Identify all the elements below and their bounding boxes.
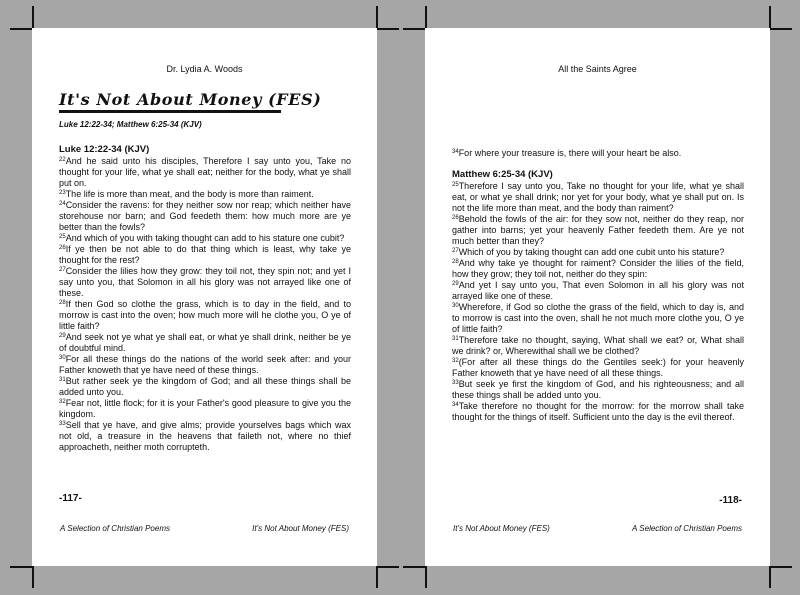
page-number: -118- [719,495,742,506]
verse [452,401,744,423]
crop-mark [425,566,427,588]
verse [452,247,744,258]
verse [59,189,351,200]
verse [452,379,744,401]
verse-number: 29 [59,333,66,339]
verse-text: Sell that ye have, and give alms; provide yourselves bags which wax not old, a treasure in the heavens that faileth not, where no thief approacheth, neither moth corrupteth. [59,420,351,452]
verse [452,214,744,247]
crop-mark [770,28,792,30]
verse-number: 27 [452,248,459,254]
crop-mark [376,566,378,588]
verse-number: 22 [59,157,66,163]
right-page [425,28,770,566]
verse [59,200,351,233]
verse-text: Wherefore, if God so clothe the grass of the field, which to day is, and to morrow is cast into the oven, shall he not much more clothe you, O ye of little faith? [452,302,744,334]
verse [59,354,351,376]
crop-mark [32,6,34,28]
verse-number: 26 [59,245,66,251]
crop-mark [376,6,378,28]
verse-number: 31 [59,377,66,383]
verse-number: 27 [59,267,66,273]
verse [452,357,744,379]
verse-number: 34 [452,149,459,155]
verse-number: 29 [452,281,459,287]
verse [452,181,744,214]
crop-mark [403,566,425,568]
verse-number: 25 [59,234,66,240]
verse [59,233,351,244]
verse-number: 26 [452,215,459,221]
crop-mark [10,566,32,568]
verse [59,299,351,332]
title-underline [59,110,281,113]
verse-number: 33 [452,380,459,386]
right-body-text [452,148,744,423]
verse-number: 25 [452,182,459,188]
verse [59,398,351,420]
crop-mark [770,566,792,568]
verse-number: 28 [59,300,66,306]
verse-number: 31 [452,336,459,342]
verse-text: The life is more than meat, and the body is more than raiment. [65,189,314,199]
verse-text: If ye then be not able to do that thing which is least, why take ye thought for the rest? [59,244,351,265]
footer-book-title: A Selection of Christian Poems [632,524,742,533]
verse [59,332,351,354]
verse [452,302,744,335]
verse-text: For where your treasure is, there will your heart be also. [458,148,682,158]
verse-text: And which of you with taking thought can add to his stature one cubit? [65,233,345,243]
verse-text: For all these things do the nations of the world seek after: and your Father knoweth that ye have need of these things. [59,354,351,375]
verse-text: Which of you by taking thought can add one cubit unto his stature? [458,247,725,257]
section-heading: Luke 12:22-34 (KJV) [59,144,150,155]
crop-mark [769,566,771,588]
verse [452,148,744,159]
verse-text: (For after all these things do the Gentiles seek:) for your heavenly Father knoweth that ye have need of all these things. [452,357,744,378]
verse-text: And seek not ye what ye shall eat, or what ye shall drink, neither be ye of doubtful mind. [59,332,351,353]
verse-number: 23 [59,190,66,196]
left-page [32,28,377,566]
scripture-references: Luke 12:22-34; Matthew 6:25-34 (KJV) [59,120,202,129]
verse [452,280,744,302]
section-heading: Matthew 6:25-34 (KJV) [452,169,553,180]
left-body-text [59,144,351,453]
page-number: -117- [59,493,82,504]
verse-text: But seek ye first the kingdom of God, and his righteousness; and all these things shall be added unto you. [452,379,744,400]
page-title: It's Not About Money (FES) [59,90,322,109]
verse-number: 28 [452,259,459,265]
verse-number: 32 [59,399,66,405]
footer-chapter-title: It's Not About Money (FES) [453,524,550,533]
footer-chapter-title: It's Not About Money (FES) [252,524,349,533]
verse [59,376,351,398]
running-head: Dr. Lydia A. Woods [166,64,243,74]
verse-number: 30 [452,303,459,309]
verse-text: Behold the fowls of the air: for they sow not, neither do they reap, nor gather into barns; yet your heavenly Father feedeth them. Are ye not much better than they? [452,214,744,246]
verse-text: Consider the ravens: for they neither sow nor reap; which neither have storehouse nor barn; and God feedeth them: how much more are ye better than the fowls? [59,200,351,232]
verse [452,258,744,280]
verse-number: 24 [59,201,66,207]
crop-mark [769,6,771,28]
footer-book-title: A Selection of Christian Poems [60,524,170,533]
verse [59,266,351,299]
verse [59,420,351,453]
crop-mark [377,566,399,568]
verse-number: 30 [59,355,66,361]
verse-text: But rather seek ye the kingdom of God; and all these things shall be added unto you. [59,376,351,397]
verse-number: 34 [452,402,459,408]
verse-text: Fear not, little flock; for it is your Father's good pleasure to give you the kingdom. [59,398,351,419]
crop-mark [425,6,427,28]
crop-mark [10,28,32,30]
verse [452,335,744,357]
crop-mark [377,28,399,30]
crop-mark [403,28,425,30]
running-head: All the Saints Agree [558,64,637,74]
verse-text: And yet I say unto you, That even Solomon in all his glory was not arrayed like one of these. [452,280,744,301]
verse-text: Therefore I say unto you, Take no thought for your life, what ye shall eat, or what ye shall drink; nor yet for your body, what ye shall put on. Is not the life more than meat, and the body than raiment? [452,181,744,213]
verse-number: 33 [59,421,66,427]
verse [59,156,351,189]
verse-text: Therefore take no thought, saying, What shall we eat? or, What shall we drink? or, Wherewithal shall we be clothed? [452,335,744,356]
verse-text: Take therefore no thought for the morrow: for the morrow shall take thought for the things of itself. Sufficient unto the day is the evil thereof. [452,401,744,422]
verse-text: If then God so clothe the grass, which is to day in the field, and to morrow is cast into the oven; how much more will he clothe you, O ye of little faith? [59,299,351,331]
verse-text: And why take ye thought for raiment? Consider the lilies of the field, how they grow; they toil not, neither do they spin: [452,258,744,279]
verse-number: 32 [452,358,459,364]
verse-text: Consider the lilies how they grow: they toil not, they spin not; and yet I say unto you, that Solomon in all his glory was not arrayed like one of these. [59,266,351,298]
verse-text: And he said unto his disciples, Therefore I say unto you, Take no thought for your life, what ye shall eat; neither for the body, what ye shall put on. [59,156,351,188]
verse [59,244,351,266]
crop-mark [32,566,34,588]
